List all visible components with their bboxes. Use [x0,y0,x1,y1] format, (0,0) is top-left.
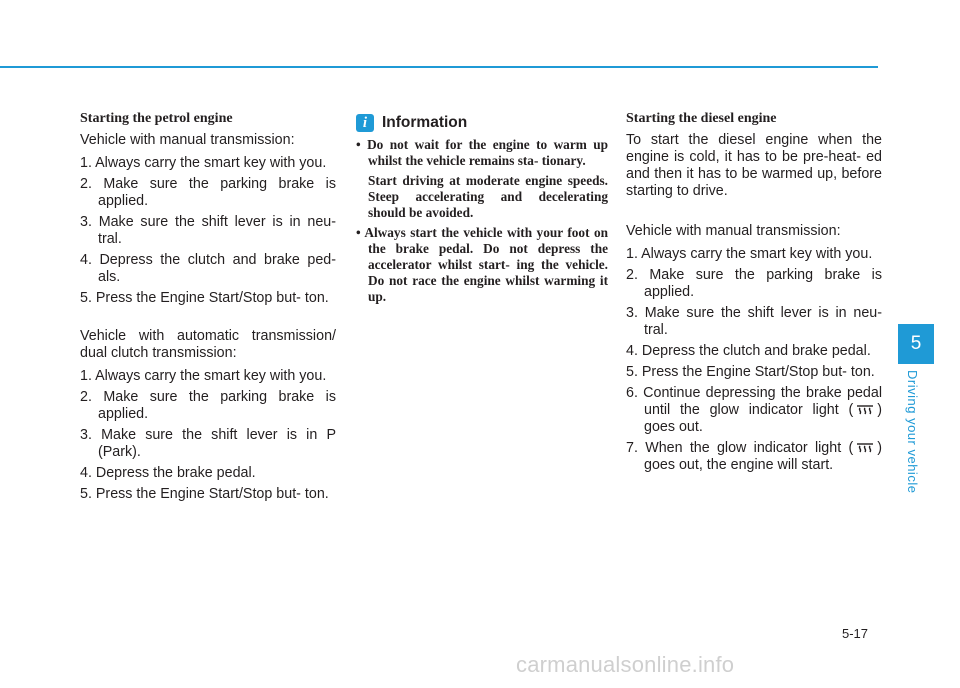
diesel-section [626,110,882,478]
chapter-tab: 5 [898,324,934,364]
info-icon: i [356,114,374,132]
list-item: 4. Depress the clutch and brake pedal. [626,343,871,359]
list-item: 4. Depress the clutch and brake ped- als. [80,252,336,285]
list-item: • Always start the vehicle with your foot on the brake pedal. Do not depress the accelerator whilst start- ing the vehicle. Do not race the engine whilst warming it up. [356,225,608,304]
list-item: 2. Make sure the parking brake is applied. [80,176,336,209]
diesel-heading: Starting the diesel engine [626,111,777,126]
header-rule [0,66,878,68]
petrol-manual-intro: Vehicle with manual transmission: [80,132,295,148]
list-item: 3. Make sure the shift lever is in P (Park). [80,427,336,460]
step-text: 7. When the glow indicator light ( [626,440,854,456]
list-item [626,385,882,436]
list-item: 4. Depress the brake pedal. [80,465,256,481]
list-item: 5. Press the Engine Start/Stop but- ton. [80,290,329,306]
petrol-heading: Starting the petrol engine [80,111,233,126]
list-item: 1. Always carry the smart key with you. [80,155,327,171]
list-item: 5. Press the Engine Start/Stop but- ton. [80,486,329,502]
step-text: 6. Continue depressing the brake pedal until the glow indicator light ( [626,385,882,418]
petrol-manual-steps [80,155,336,307]
list-item: 5. Press the Engine Start/Stop but- ton. [626,364,875,380]
information-title: Information [382,114,468,131]
diesel-steps [626,246,882,474]
list-item: 1. Always carry the smart key with you. [626,246,873,262]
bullet-text: Always start the vehicle with your foot on the brake pedal. Do not depress the accelerator whilst start- ing the vehicle. Do not race the engine whilst warming it up. [364,225,608,304]
list-item: 2. Make sure the parking brake is applied. [626,267,882,300]
information-header [356,114,608,132]
list-item: 1. Always carry the smart key with you. [80,368,327,384]
list-item: 3. Make sure the shift lever is in neu- tral. [626,305,882,338]
diesel-intro: To start the diesel engine when the engine is cold, it has to be pre-heat- ed and then it has to be warmed up, before starting to drive. [626,132,882,199]
step-text: ) goes out. [644,402,882,435]
chapter-title: Driving your vehicle [905,370,920,494]
diesel-manual-intro: Vehicle with manual transmission: [626,223,841,239]
step-text: ) goes out, the engine will start. [644,440,882,473]
bullet-text: Do not wait for the engine to warm up whilst the vehicle remains sta- tionary. [367,137,608,168]
page-number: 5-17 [842,626,869,641]
watermark: carmanualsonline.info [516,652,735,677]
information-box [356,114,608,309]
list-item [626,440,882,474]
list-item: 2. Make sure the parking brake is applied. [80,389,336,422]
list-item: 3. Make sure the shift lever is in neu- tral. [80,214,336,247]
petrol-section [80,110,336,507]
information-bullets [356,137,608,305]
petrol-auto-steps [80,368,336,503]
petrol-auto-intro: Vehicle with automatic transmission/ dual clutch transmission: [80,328,336,361]
bullet-subtext: Start driving at moderate engine speeds. Steep accelerating and decelerating should be avoided. [368,173,608,220]
glow-plug-indicator-icon [854,441,876,455]
list-item: • Do not wait for the engine to warm up whilst the vehicle remains sta- tionary. Start driving at moderate engine speeds. Steep accelerating and decelerating should be avoided. [356,137,608,220]
glow-plug-indicator-icon [854,403,876,417]
